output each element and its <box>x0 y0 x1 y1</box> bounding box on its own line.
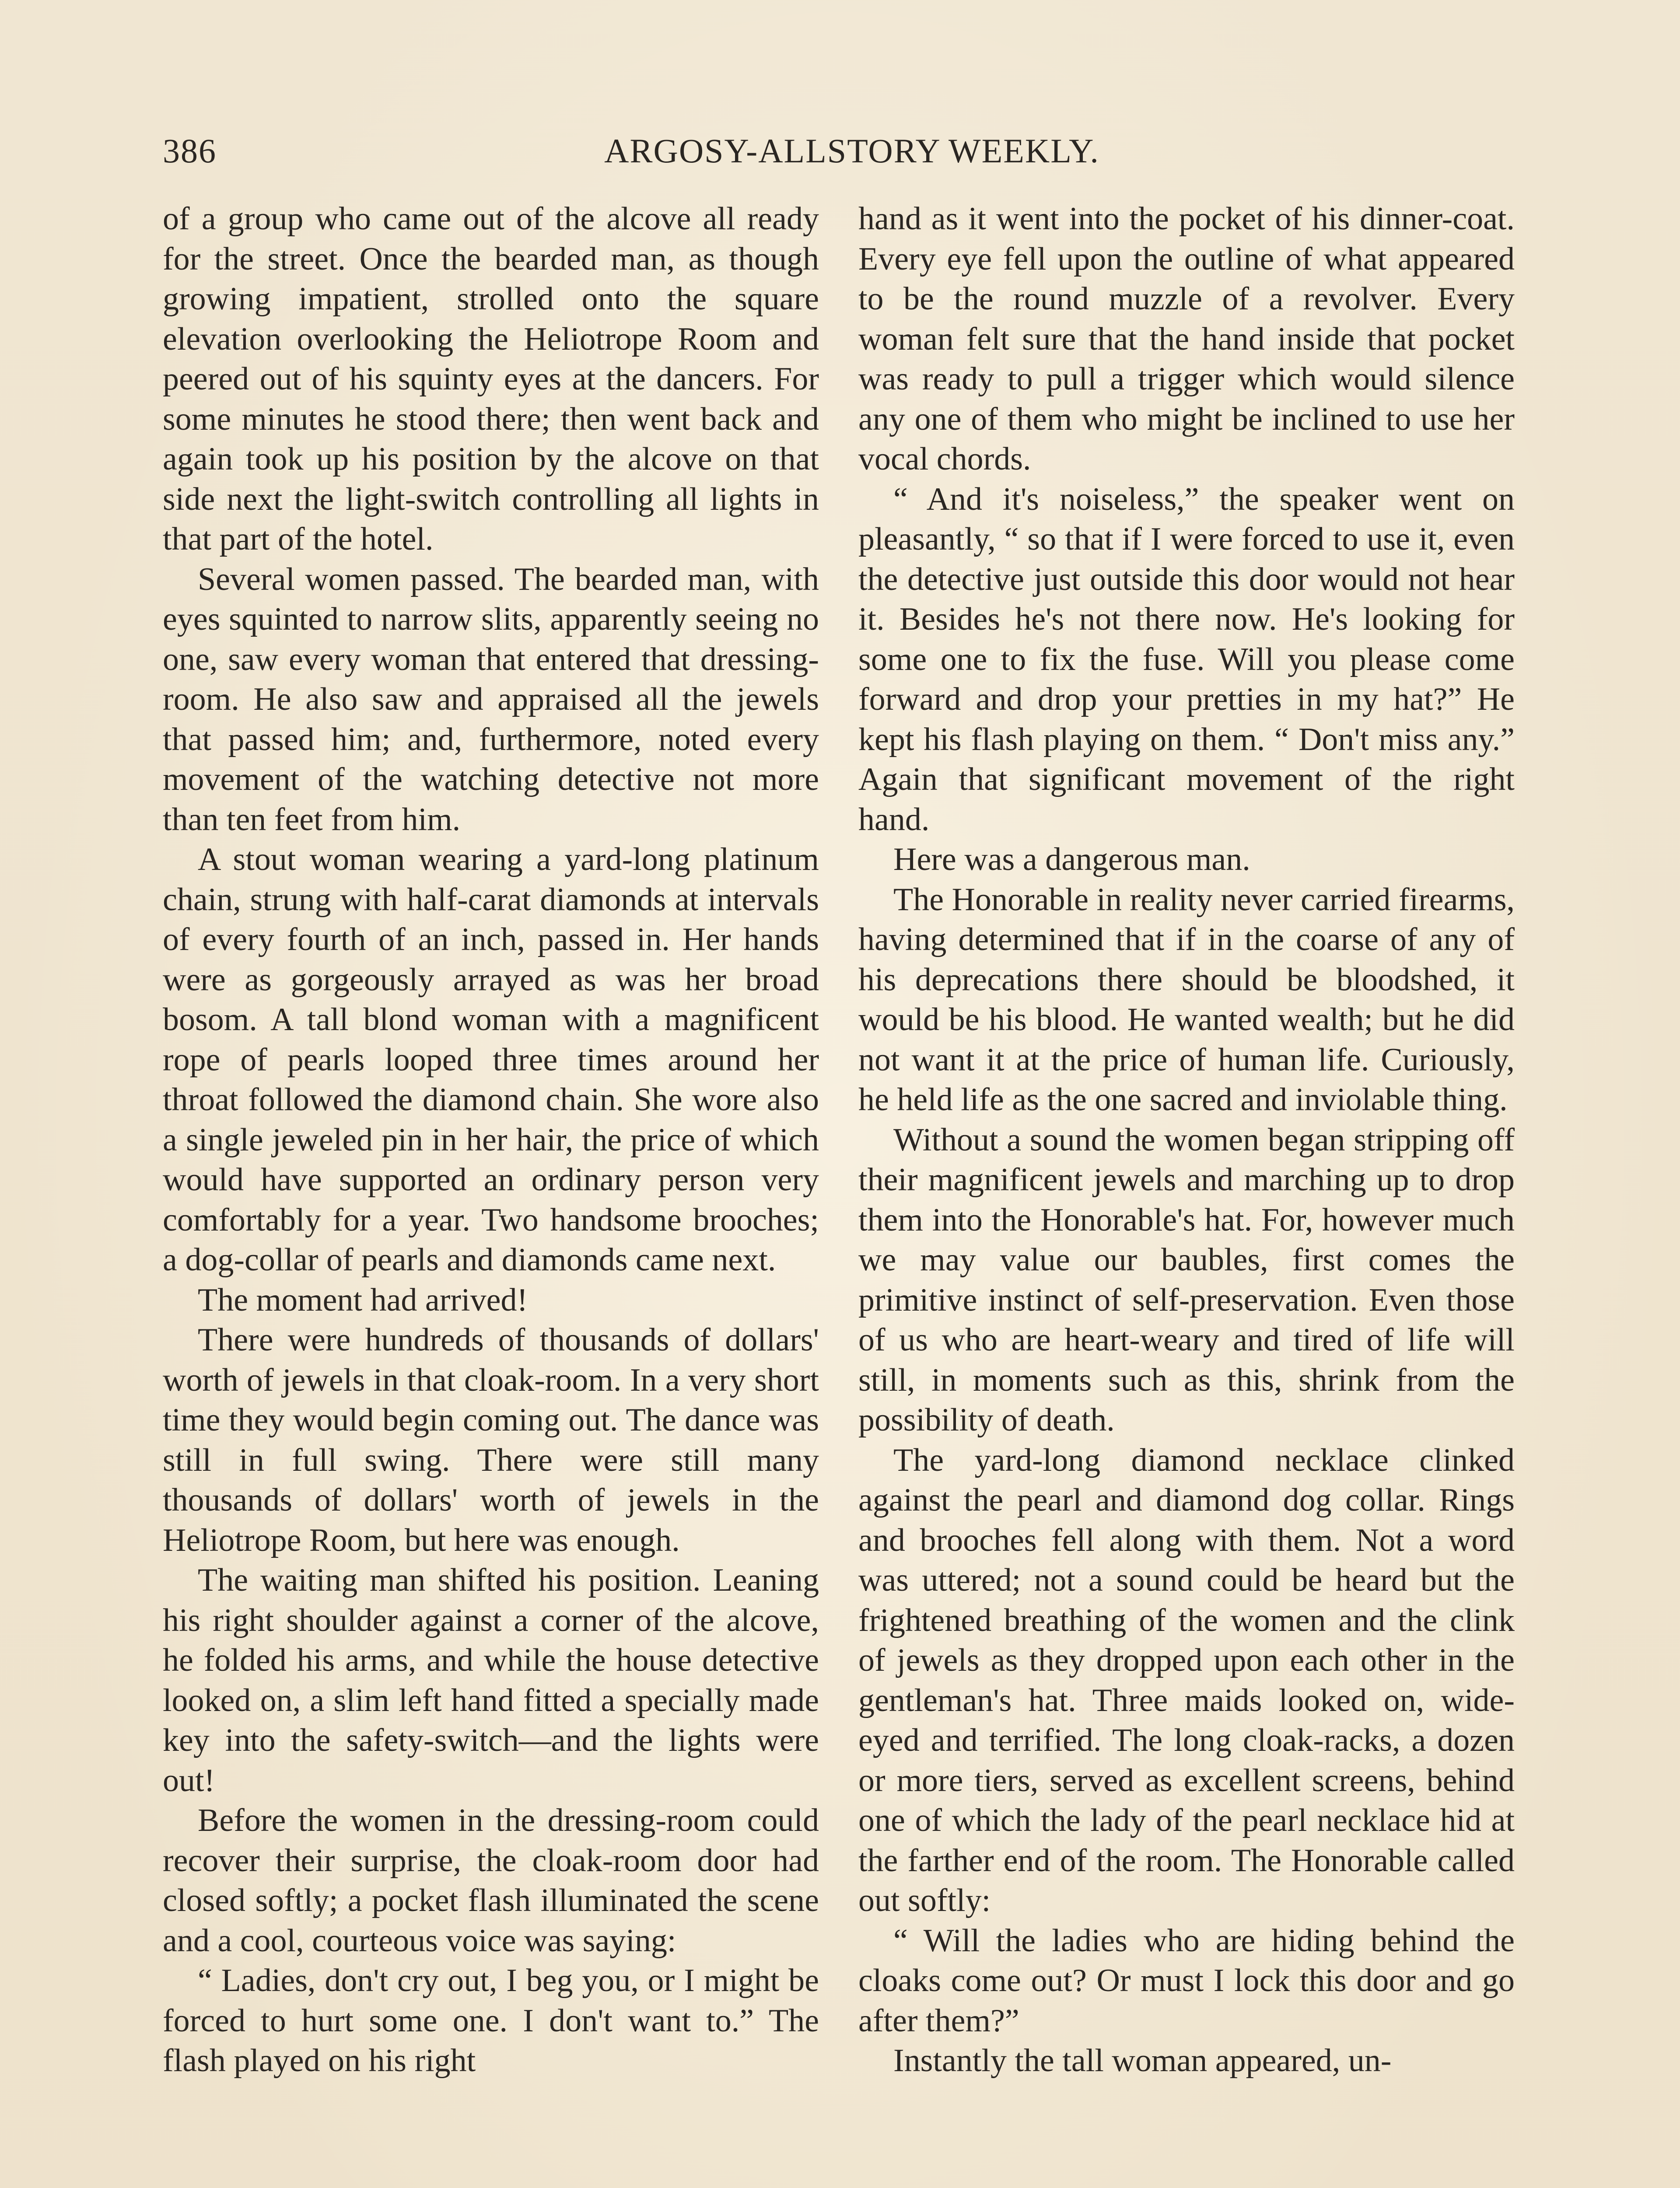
left-column <box>163 199 819 2081</box>
paragraph: The moment had arrived! <box>198 1282 528 1318</box>
paragraph: The yard-long diamond necklace clinked against the pearl and diamond dog collar. Rings and brooches fell along with them. Not a word was uttered; not a sound could be heard but the frightened breathing of the women and the clink of jewels as they dropped upon each other in the gentleman's hat. Three maids looked on, wide-eyed and terrified. The long cloak-racks, a dozen or more tiers, served as excellent screens, behind one of which the lady of the pearl necklace hid at the farther end of the room. The Honorable called out softly: <box>858 1442 1515 1918</box>
paragraph: Instantly the tall woman appeared, un- <box>893 2043 1392 2079</box>
paragraph: There were hundreds of thousands of dollars' worth of jewels in that cloak-room. In a very short time they would begin coming out. The dance was still in full swing. There were still many thousands of dollars' worth of jewels in the Heliotrope Room, but here was enough. <box>163 1322 819 1558</box>
paragraph: A stout woman wearing a yard-long platinum chain, strung with half-carat diamonds at intervals of every fourth of an inch, passed in. Her hands were as gorgeously arrayed as was her broad bosom. A tall blond woman with a magnificent rope of pearls looped three times around her throat followed the diamond chain. She wore also a single jeweled pin in her hair, the price of which would have supported an ordinary person very comfortably for a year. Two handsome brooches; a dog-collar of pearls and diamonds came next. <box>163 842 819 1278</box>
paragraph: “ Ladies, don't cry out, I beg you, or I might be forced to hurt some one. I don't want to.” The flash played on his right <box>163 1963 819 2079</box>
paragraph: Here was a dangerous man. <box>893 842 1250 877</box>
paragraph: The Honorable in reality never carried firearms, having determined that if in the coarse of any of his deprecations there should be bloodshed, it would be his blood. He wanted wealth; but he did not want it at the price of human life. Curiously, he held life as the one sacred and inviolable thing. <box>858 881 1515 1118</box>
paragraph: Without a sound the women began stripping off their magnificent jewels and marching up to drop them into the Honorable's hat. For, however much we may value our baubles, first comes the primitive instinct of self-preservation. Even those of us who are heart-weary and tired of life will still, in moments such as this, shrink from the possibility of death. <box>858 1122 1515 1438</box>
paragraph: hand as it went into the pocket of his dinner-coat. Every eye fell upon the outline of what appeared to be the round muzzle of a revolver. Every woman felt sure that the hand inside that pocket was ready to pull a trigger which would silence any one of them who might be inclined to use her vocal chords. <box>858 201 1515 477</box>
paragraph: “ And it's noiseless,” the speaker went on pleasantly, “ so that if I were forced to use it, even the detective just outside this door would not hear it. Besides he's not there now. He's looking for some one to fix the fuse. Will you please come forward and drop your pretties in my hat?” He kept his flash playing on them. “ Don't miss any.” Again that significant movement of the right hand. <box>858 481 1515 838</box>
right-column <box>858 199 1515 2081</box>
paragraph: Before the women in the dressing-room could recover their surprise, the cloak-room door had closed softly; a pocket flash illuminated the scene and a cool, courteous voice was saying: <box>163 1802 819 1959</box>
paragraph: “ Will the ladies who are hiding behind the cloaks come out? Or must I lock this door and go after them?” <box>858 1922 1515 2039</box>
paragraph: Several women passed. The bearded man, with eyes squinted to narrow slits, apparently seeing no one, saw every woman that entered that dressing-room. He also saw and appraised all the jewels that passed him; and, furthermore, noted every movement of the watching detective not more than ten feet from him. <box>163 561 819 838</box>
journal-title: ARGOSY-ALLSTORY WEEKLY. <box>604 132 1099 170</box>
paragraph: The waiting man shifted his position. Leaning his right shoulder against a corner of the alcove, he folded his arms, and while the house detective looked on, a slim left hand fitted a specially made key into the safety-switch—and the lights were out! <box>163 1562 819 1799</box>
paragraph: of a group who came out of the alcove all ready for the street. Once the bearded man, as though growing impatient, strolled onto the square elevation overlooking the Heliotrope Room and peered out of his squinty eyes at the dancers. For some minutes he stood there; then went back and again took up his position by the alcove on that side next the light-switch controlling all lights in that part of the hotel. <box>163 201 819 557</box>
page-number: 386 <box>163 132 217 170</box>
running-head <box>163 131 1541 171</box>
